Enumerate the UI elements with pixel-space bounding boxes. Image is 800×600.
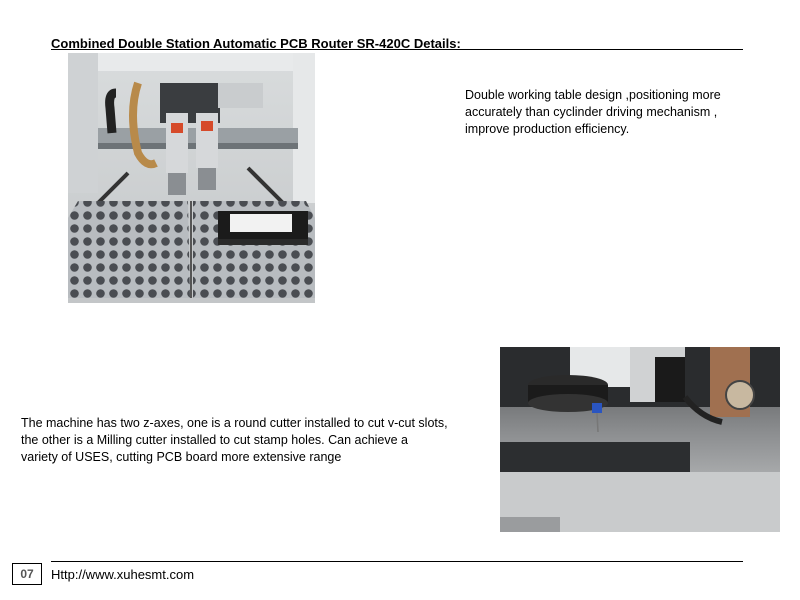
router-machine-photo [68, 53, 315, 303]
description-line: The machine has two z-axes, one is a round cutter installed to cut v-cut slots, [21, 416, 448, 430]
description-line: Double working table design ,positioning more [465, 88, 721, 102]
page-number: 07 [12, 563, 42, 585]
page-title: Combined Double Station Automatic PCB Router SR-420C Details: [51, 36, 461, 51]
description-line: variety of USES, cutting PCB board more extensive range [21, 450, 342, 464]
description-line: improve production efficiency. [465, 122, 630, 136]
description-line: accurately than cyclinder driving mechanism , [465, 105, 718, 119]
description-line: the other is a Milling cutter installed to cut stamp holes. Can achieve a [21, 433, 409, 447]
footer-url[interactable]: Http://www.xuhesmt.com [51, 567, 195, 582]
cutter-closeup-photo [500, 347, 780, 532]
dual-table-description [465, 87, 765, 138]
footer-divider [51, 561, 743, 562]
z-axis-description [21, 415, 491, 466]
title-divider [51, 49, 743, 50]
